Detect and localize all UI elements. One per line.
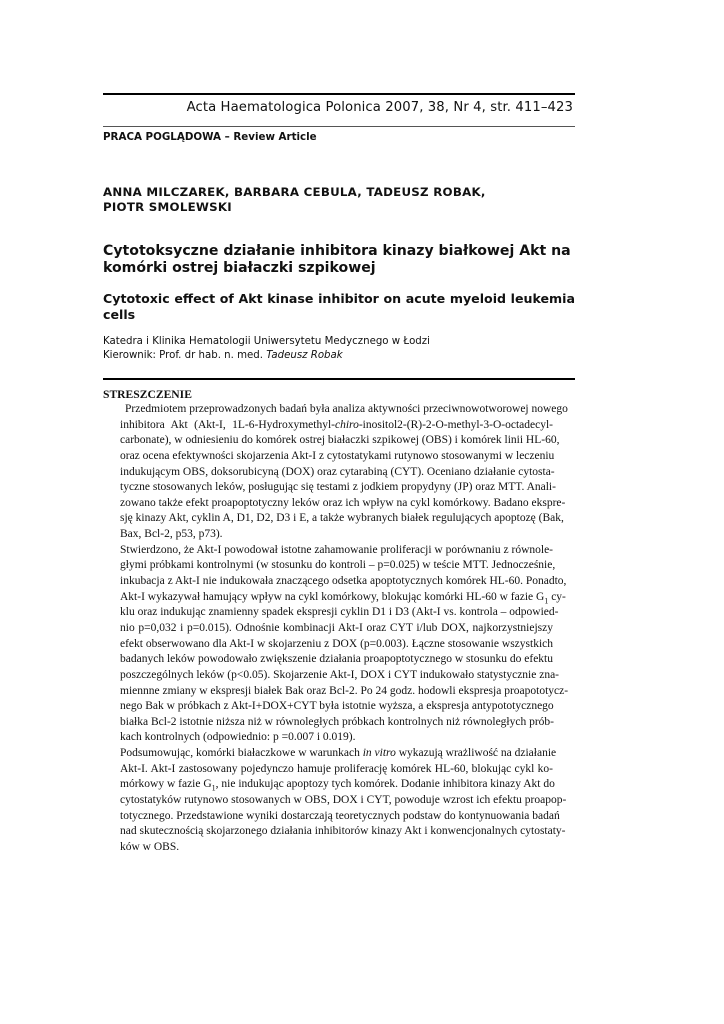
abstract-line: inhibitora Akt (Akt-I, 1L-6-Hydroxymethyl-chiro-inositol2-(R)-2-O-methyl-3-O-octadecyl- [120,418,553,431]
article-type-label: PRACA POGLĄDOWA – Review Article [103,131,317,143]
journal-citation: Acta Haematologica Polonica 2007, 38, Nr 4, str. 411–423 [186,100,573,115]
abstract-line: totycznego. Przedstawione wyniki dostarczają teoretycznych podstaw do kontynuowania badań [120,809,560,822]
affiliation-institution: Katedra i Klinika Hematologii Uniwersytetu Medycznego w Łodzi [103,336,430,347]
abstract-line: Akt-I wykazywał hamujący wpływ na cykl komórkowy, blokując komórki HL-60 w fazie $G_1$ cy- [120,590,566,605]
abstract-top-rule [103,378,575,380]
abstract-line: Bax, Bcl-2, p53, p73). [120,528,223,541]
abstract-line: nad skutecznością skojarzonego działania inhibitorów kinazy Akt i konwencjonalnych cytostaty- [120,825,566,838]
abstract-line: zowano także efekt proapoptotyczny leków oraz ich wpływ na cykl komórkowy. Badano ekspre- [120,496,566,509]
abstract-line: poszczególnych leków (p<0.05). Skojarzenie Akt-I, DOX i CYT indukowało statystycznie zna- [120,668,560,681]
abstract-line: badanych leków powodowało zwiększenie działania proapoptotycznego w stosunku do efektu [120,653,553,666]
abstract-body [120,402,569,856]
abstract-line: ków w OBS. [120,840,180,853]
abstract-line: efekt obserwowano dla Akt-I w skojarzeniu z DOX (p=0.003). Łączne stosowanie wszystkich [120,637,553,650]
abstract-line: głymi próbkami kontrolnymi (w stosunku do kontroli – p=0.025) w teście MTT. Jednocześnie, [120,559,556,572]
abstract-line: mórkowy w fazie $G_1$, nie indukując apoptozy tych komórek. Dodanie inhibitora kinazy Akt do [120,778,555,793]
abstract-line: Podsumowując, komórki białaczkowe w warunkach in vitro wykazują wrażliwość na działanie [120,747,557,760]
author-list [103,185,575,215]
affiliation-head-label: Kierownik: Prof. dr hab. n. med. [103,350,267,361]
abstract-line: miennne zmiany w ekspresji białek Bak oraz Bcl-2. Po 24 godz. hodowli ekspresja proapototycz- [120,684,569,697]
abstract-heading: STRESZCZENIE [103,388,192,401]
title-polish-line: komórki ostrej białaczki szpikowej [103,260,376,276]
abstract-line: oraz ocena efektywności skojarzenia Akt-I z cytostatykami rutynowo stosowanymi w leczeniu [120,449,555,462]
affiliation-head-name: Tadeusz Robak [266,350,343,361]
abstract-line: inkubacja z Akt-I nie indukowała znaczącego odsetka apoptotycznych komórek HL-60. Ponadto, [120,575,567,588]
abstract-line: carbonate), w odniesieniu do komórek ostrej białaczki szpikowej (OBS) i komórek linii HL-60, [120,434,560,447]
author-line: PIOTR SMOLEWSKI [103,200,232,214]
title-english: Cytotoxic effect of Akt kinase inhibitor on acute myeloid leukemia cells [103,291,575,322]
abstract-line: tyczne stosowanych leków, posługując się testami z jodkiem propydyny (JP) oraz MTT. Anali- [120,481,556,494]
abstract-line: cytostatyków rutynowo stosowanych w OBS, DOX i CYT, powoduje wzrost ich efektu proapop- [120,794,567,807]
title-polish-line: Cytotoksyczne działanie inhibitora kinazy białkowej Akt na [103,243,571,259]
abstract-line: sję kinazy Akt, cyklin A, D1, D2, D3 i E, a także wybranych białek regulujących apoptozę (Bak, [120,512,564,525]
abstract-line: białka Bcl-2 istotnie niższa niż w równoległych próbkach kontrolnych niż równoległych prób- [120,715,555,728]
title-polish [103,243,575,277]
abstract-line: indukującym OBS, doksorubicyną (DOX) oraz cytarabiną (CYT). Oceniano działanie cytosta- [120,465,555,478]
abstract-line: Stwierdzono, że Akt-I powodował istotne zahamowanie proliferacji w porównaniu z równole- [120,543,553,556]
abstract-line: nio p=0,032 i p=0.015). Odnośnie kombinacji Akt-I oraz CYT i/lub DOX, najkorzystniejszy [120,621,553,634]
affiliation [103,335,575,363]
abstract-line: Przedmiotem przeprowadzonych badań była analiza aktywności przeciwnowotworowej nowego [125,403,568,415]
abstract-line: nego Bak w próbkach z Akt-I+DOX+CYT była istotnie wyższa, a ekspresja antypototycznego [120,700,554,713]
author-line: ANNA MILCZAREK, BARBARA CEBULA, TADEUSZ ROBAK, [103,185,486,199]
abstract-line: klu oraz indukując znamienny spadek ekspresji cyklin D1 i D3 (Akt-I vs. kontrola – odpowied- [120,606,559,619]
affiliation-head [103,349,575,363]
abstract-line: Akt-I. Akt-I zastosowany pojedynczo hamuje proliferację komórek HL-60, blokując cykl ko- [120,762,553,775]
header-top-rule [103,93,575,95]
header-bottom-rule [103,126,575,127]
abstract-line: kach kontrolnych (odpowiednio: p =0.007 i 0.019). [120,731,356,744]
